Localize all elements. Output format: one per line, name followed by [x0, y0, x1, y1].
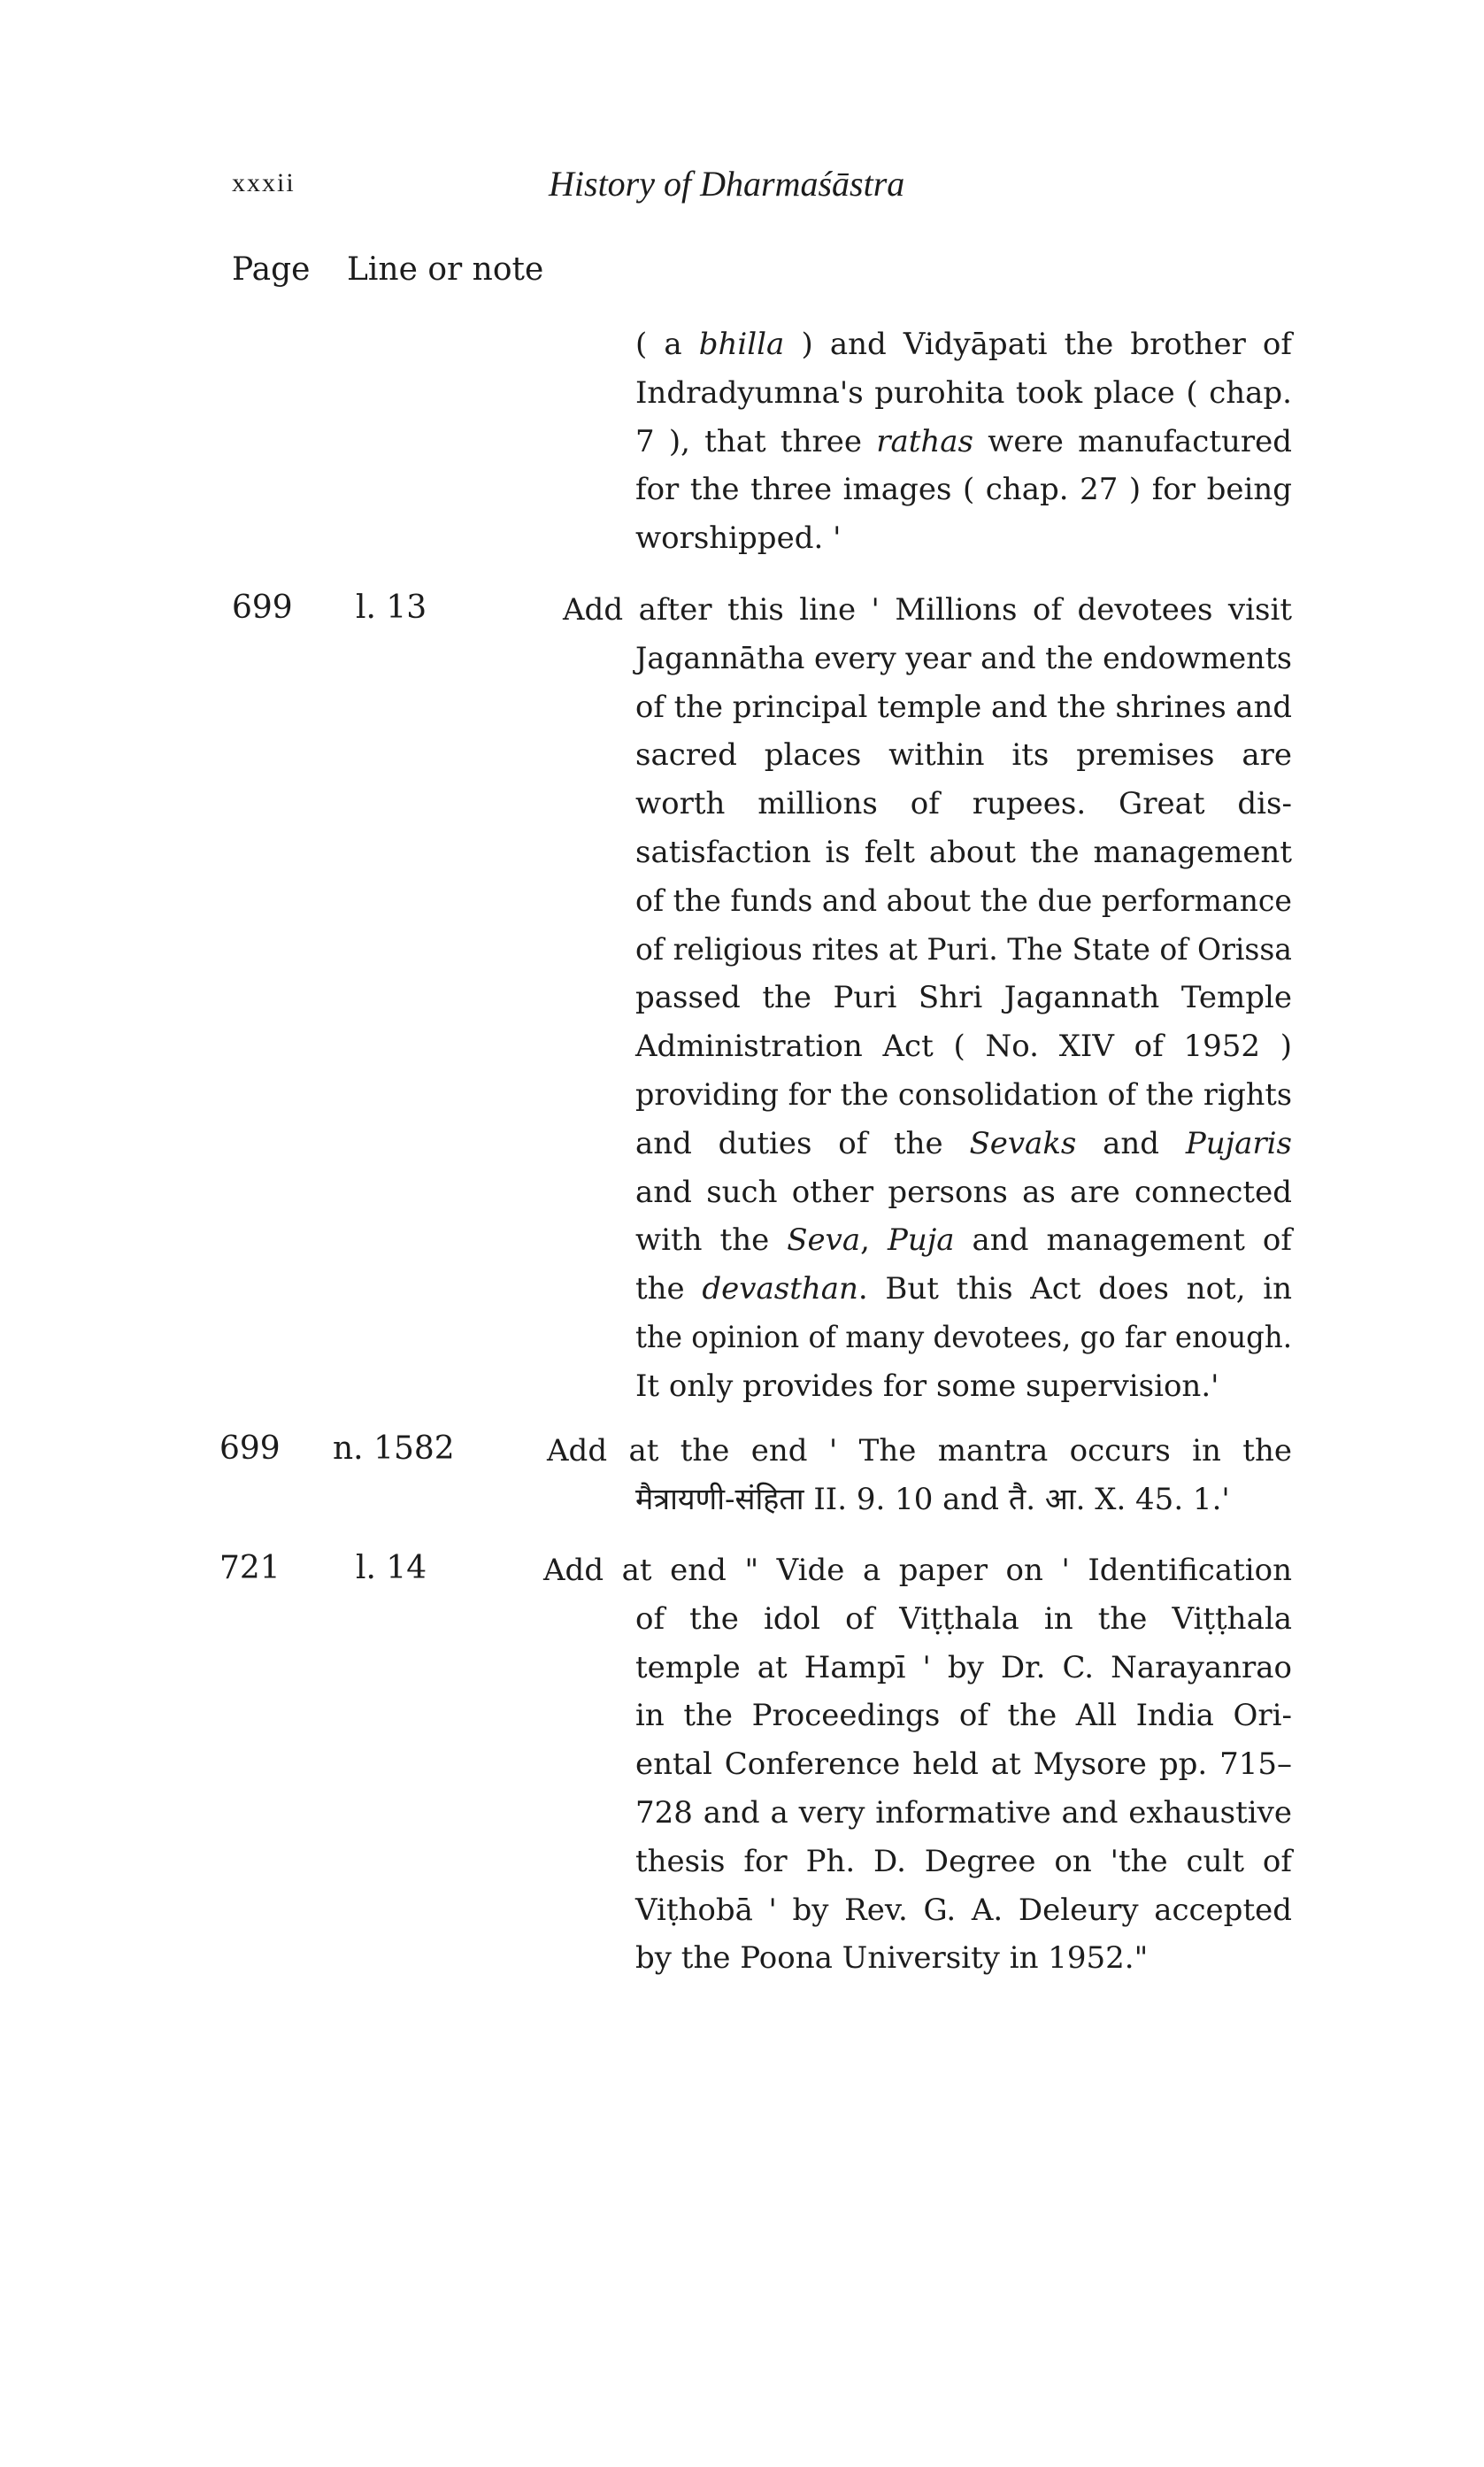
text-segment: Indradyumna's purohita took place ( chap. [635, 374, 1292, 411]
text-segment: worth millions of rupees. Great dis- [635, 786, 1292, 822]
text-line [635, 1600, 1292, 1637]
text-line [635, 374, 1292, 411]
text-line [635, 423, 1292, 459]
text-segment: of the idol of Viṭṭhala in the Viṭṭhala [635, 1600, 1292, 1637]
italic-term: Puja [887, 1222, 955, 1259]
text-segment: sacred places within its premises are [635, 737, 1292, 774]
text-line [635, 1271, 1292, 1307]
text-segment: of the funds and about the due performance [635, 883, 1292, 919]
text-line [635, 1481, 1230, 1517]
text-segment: of religious rites at Puri. The State of Orissa [635, 931, 1292, 968]
text-segment: of the principal temple and the shrines and [635, 689, 1292, 725]
text-line [635, 1843, 1292, 1879]
text-segment: temple at Hampī ' by Dr. C. Narayanrao [635, 1649, 1292, 1685]
text-line [635, 327, 1292, 362]
text-segment: for the three images ( chap. 27 ) for being [635, 472, 1292, 508]
text-segment: Add at end " Vide a paper on ' Identification [543, 1553, 1292, 1588]
text-segment: worshipped. ' [635, 520, 842, 557]
entry-reference: l. 14 [356, 1550, 427, 1586]
text-segment: It only provides for some supervision.' [635, 1368, 1219, 1404]
text-line [635, 1698, 1292, 1734]
text-line [635, 472, 1292, 508]
text-segment: thesis for Ph. D. Degree on 'the cult of [635, 1843, 1292, 1879]
text-line [635, 1077, 1292, 1113]
text-segment: and such other persons as are connected [635, 1174, 1292, 1210]
text-segment: 728 and a very informative and exhaustive [635, 1795, 1292, 1831]
italic-term: bhilla [698, 327, 785, 362]
text-line [635, 1322, 1292, 1353]
text-segment: by the Poona University in 1952." [635, 1940, 1149, 1977]
text-segment: and duties of the [635, 1125, 970, 1161]
text-line [563, 592, 1292, 628]
text-line [635, 640, 1292, 676]
text-segment: ) and Vidyāpati the brother of [784, 327, 1292, 362]
column-header-page: Page [232, 251, 311, 288]
text-segment: satisfaction is felt about the management [635, 835, 1292, 870]
italic-term: devasthan [702, 1271, 858, 1307]
text-line [635, 1795, 1292, 1831]
text-segment: the opinion of many devotees, go far enough. [635, 1320, 1292, 1355]
text-line [635, 1746, 1292, 1783]
text-segment: with the [635, 1222, 788, 1259]
text-segment: 7 ), that three [635, 423, 877, 459]
text-line [635, 1029, 1292, 1065]
text-line [635, 689, 1292, 725]
text-line [635, 835, 1292, 870]
text-line [543, 1553, 1292, 1588]
entry-reference: n. 1582 [333, 1430, 455, 1467]
italic-term: Sevaks [969, 1125, 1077, 1161]
text-segment: Add at the end ' The mantra occurs in the [547, 1433, 1292, 1469]
text-line [635, 883, 1292, 919]
text-segment: Viṭhobā ' by Rev. G. A. Deleury accepted [635, 1892, 1292, 1928]
text-line [635, 1222, 1292, 1259]
text-line [635, 931, 1292, 968]
italic-term: Pujaris [1185, 1125, 1292, 1161]
text-segment: Administration Act ( No. XIV of 1952 ) [635, 1029, 1292, 1065]
text-line [547, 1433, 1292, 1469]
text-line [635, 1368, 1219, 1404]
entry-page: 699 [232, 590, 293, 626]
text-line [635, 520, 842, 557]
running-title: History of Dharmaśāstra [549, 164, 905, 204]
text-line [635, 737, 1292, 774]
text-segment: providing for the consolidation of the rights [635, 1077, 1292, 1113]
text-segment: ( a [635, 327, 699, 362]
page-number: xxxii [232, 168, 296, 197]
entry-page: 699 [219, 1430, 281, 1467]
italic-term: rathas [876, 423, 974, 459]
text-segment: were manufactured [973, 423, 1292, 459]
text-segment: Jagannātha every year and the endowments [635, 640, 1292, 676]
text-line [635, 980, 1292, 1016]
text-line [635, 1892, 1292, 1928]
text-segment: , [860, 1222, 888, 1259]
text-line [635, 1174, 1292, 1210]
text-segment: मैत्रायणी-संहिता II. 9. 10 and तै. आ. X. 45. 1.' [635, 1481, 1230, 1517]
text-segment: the [635, 1271, 703, 1307]
text-line [635, 1125, 1292, 1161]
entry-page: 721 [219, 1550, 281, 1586]
italic-term: Seva [787, 1222, 861, 1259]
text-segment: Add after this line ' Millions of devotees visit [563, 592, 1292, 628]
text-segment: and management of [954, 1222, 1292, 1259]
text-segment: in the Proceedings of the All India Ori- [635, 1698, 1292, 1734]
text-segment: and [1076, 1125, 1186, 1161]
text-segment: passed the Puri Shri Jagannath Temple [635, 980, 1292, 1016]
text-segment: ental Conference held at Mysore pp. 715– [635, 1746, 1292, 1783]
column-header-line-or-note: Line or note [347, 251, 544, 288]
text-line [635, 786, 1292, 822]
text-segment: . But this Act does not, in [857, 1271, 1292, 1307]
text-line [635, 1649, 1292, 1685]
text-line [635, 1940, 1149, 1977]
entry-reference: l. 13 [356, 590, 427, 626]
